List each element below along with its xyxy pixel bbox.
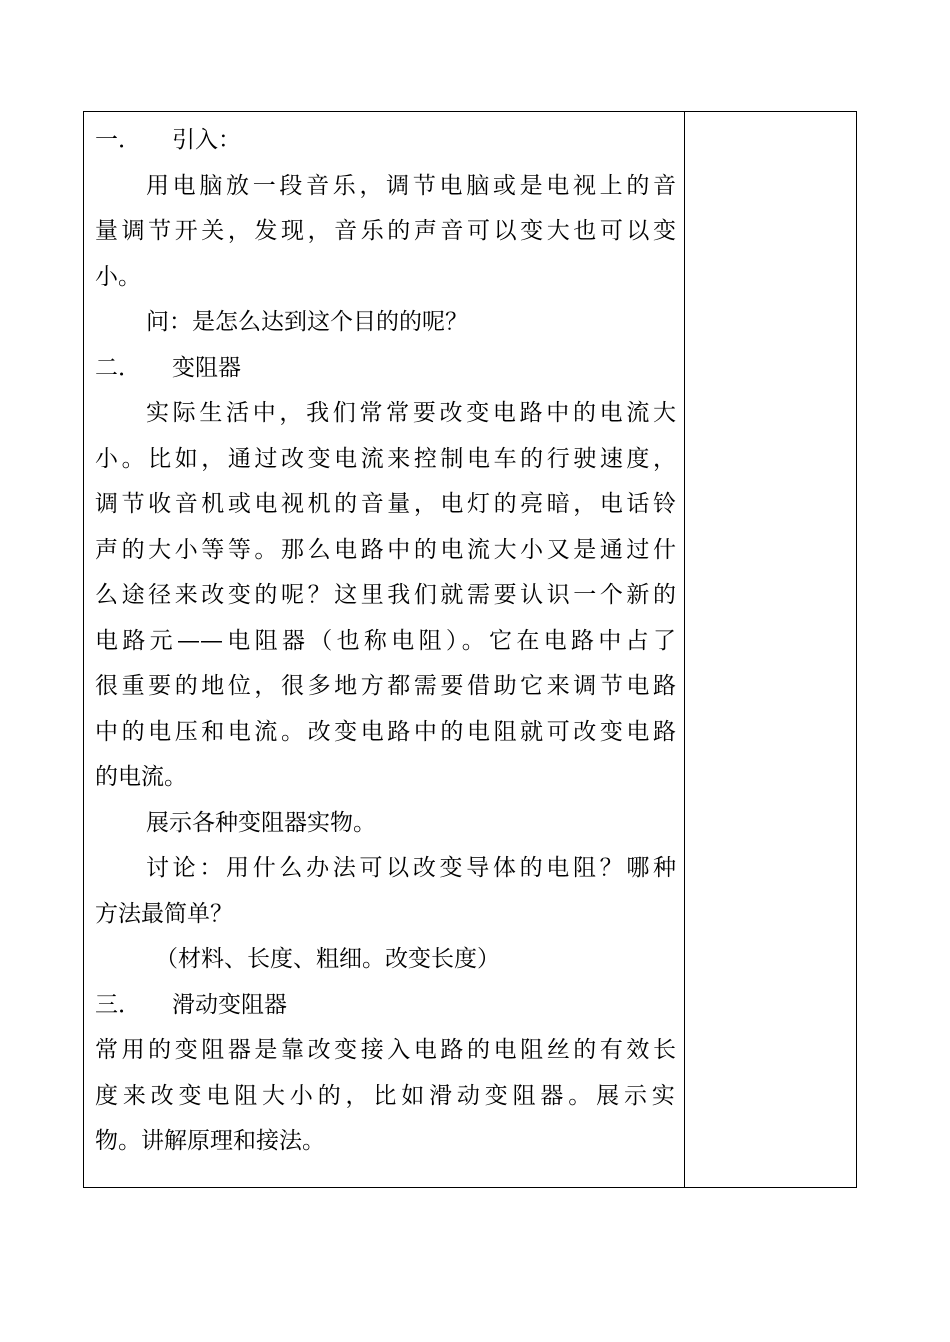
paragraph-line: 么途径来改变的呢？这里我们就需要认识一个新的	[95, 582, 676, 608]
paragraph-line: 常用的变阻器是靠改变接入电路的电阻丝的有效长	[95, 1037, 676, 1063]
paragraph-line: 量调节开关，发现，音乐的声音可以变大也可以变	[95, 218, 676, 244]
section-number: 三．	[95, 991, 141, 1018]
paragraph-line: 小。	[95, 263, 141, 290]
discussion-line: 方法最简单？	[95, 900, 233, 927]
section-title: 引入：	[172, 127, 241, 153]
show-line: 展示各种变阻器实物。	[146, 809, 376, 836]
section-title: 滑动变阻器	[172, 991, 287, 1018]
question-line: 问：是怎么达到这个目的的呢？	[146, 309, 468, 335]
paragraph-line: 很重要的地位，很多地方都需要借助它来调节电路	[95, 673, 676, 699]
paragraph-line: 调节收音机或电视机的音量，电灯的亮暗，电话铃	[95, 491, 676, 517]
notes-cell	[685, 112, 856, 1187]
section-heading-1	[95, 118, 676, 164]
paragraph-line: 中的电压和电流。改变电路中的电阻就可改变电路	[95, 718, 676, 745]
section-title: 变阻器	[172, 354, 241, 381]
paragraph-line: 实际生活中，我们常常要改变电路中的电流大	[146, 400, 676, 426]
paragraph-line: 物。讲解原理和接法。	[95, 1128, 325, 1154]
paragraph-line: 小。比如，通过改变电流来控制电车的行驶速度，	[95, 445, 676, 472]
section-number: 一．	[95, 127, 141, 153]
lesson-table	[83, 111, 857, 1188]
paragraph-line: 度来改变电阻大小的，比如滑动变阻器。展示实	[95, 1082, 676, 1109]
section-heading-2	[95, 346, 676, 392]
discussion-line: 讨论：用什么办法可以改变导体的电阻？哪种	[146, 855, 676, 881]
paragraph-line: 电路元——电阻器（也称电阻）。它在电路中占了	[95, 627, 676, 654]
answer-line: （材料、长度、粗细。改变长度）	[155, 946, 500, 972]
lesson-content-cell	[84, 112, 685, 1187]
section-number: 二．	[95, 354, 141, 381]
section-heading-3	[95, 983, 676, 1029]
paragraph-line: 的电流。	[95, 764, 187, 790]
paragraph-line: 用电脑放一段音乐，调节电脑或是电视上的音	[146, 172, 676, 199]
paragraph-line: 声的大小等等。那么电路中的电流大小又是通过什	[95, 536, 676, 563]
